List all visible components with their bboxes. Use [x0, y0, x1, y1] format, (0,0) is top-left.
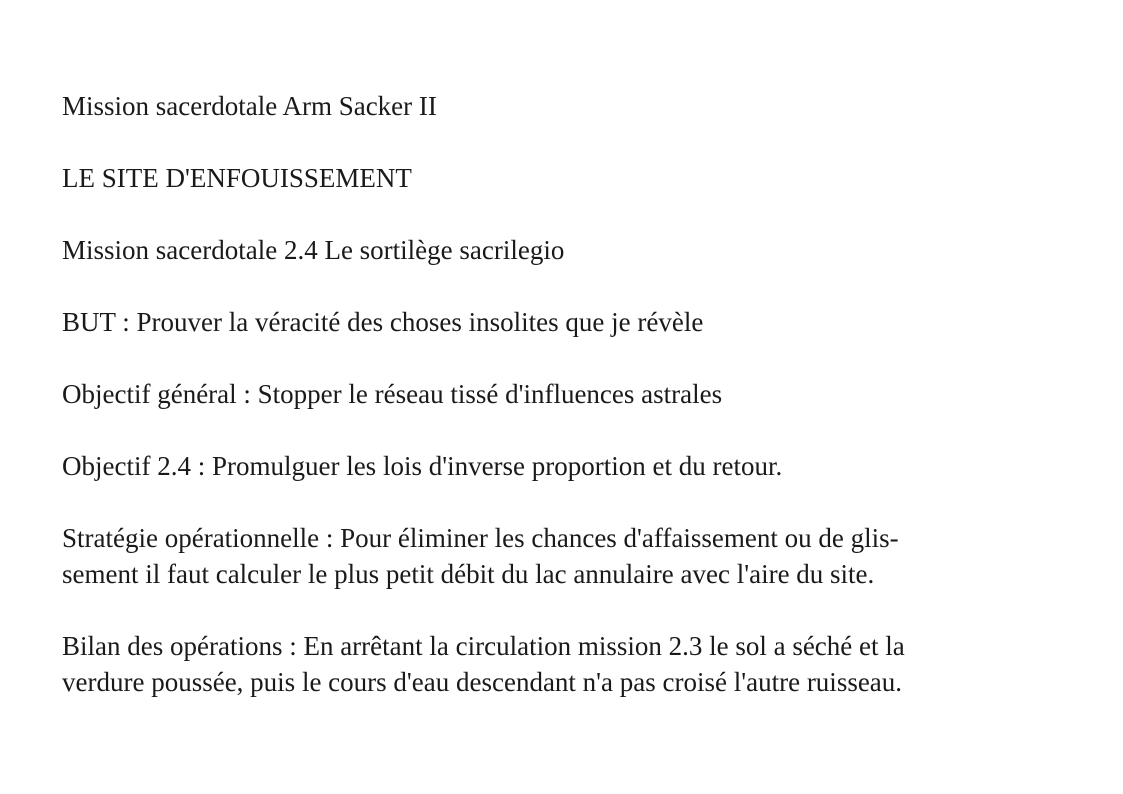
strategie-line-2: sement il faut calculer le plus petit débit du lac annulaire avec l'aire du site. [62, 559, 875, 589]
objectif-2-4-paragraph: Objectif 2.4 : Promulguer les lois d'inverse proportion et du retour. [62, 451, 783, 481]
bilan-line-2: verdure poussée, puis le cours d'eau descendant n'a pas croisé l'autre ruisseau. [62, 667, 903, 697]
document-page [62, 88, 1072, 736]
document-heading: Mission sacerdotale Arm Sacker II [62, 91, 437, 121]
section-title: LE SITE D'ENFOUISSEMENT [62, 163, 412, 193]
strategie-line-1: Stratégie opérationnelle : Pour éliminer les chances d'affaissement ou de glis- [62, 523, 899, 553]
strategie-paragraph [62, 520, 1072, 592]
bilan-line-1: Bilan des opérations : En arrêtant la circulation mission 2.3 le sol a séché et la [62, 631, 905, 661]
mission-title: Mission sacerdotale 2.4 Le sortilège sacrilegio [62, 235, 565, 265]
objectif-general-paragraph: Objectif général : Stopper le réseau tissé d'influences astrales [62, 379, 723, 409]
bilan-paragraph [62, 628, 1072, 700]
but-paragraph: BUT : Prouver la véracité des choses insolites que je révèle [62, 307, 704, 337]
